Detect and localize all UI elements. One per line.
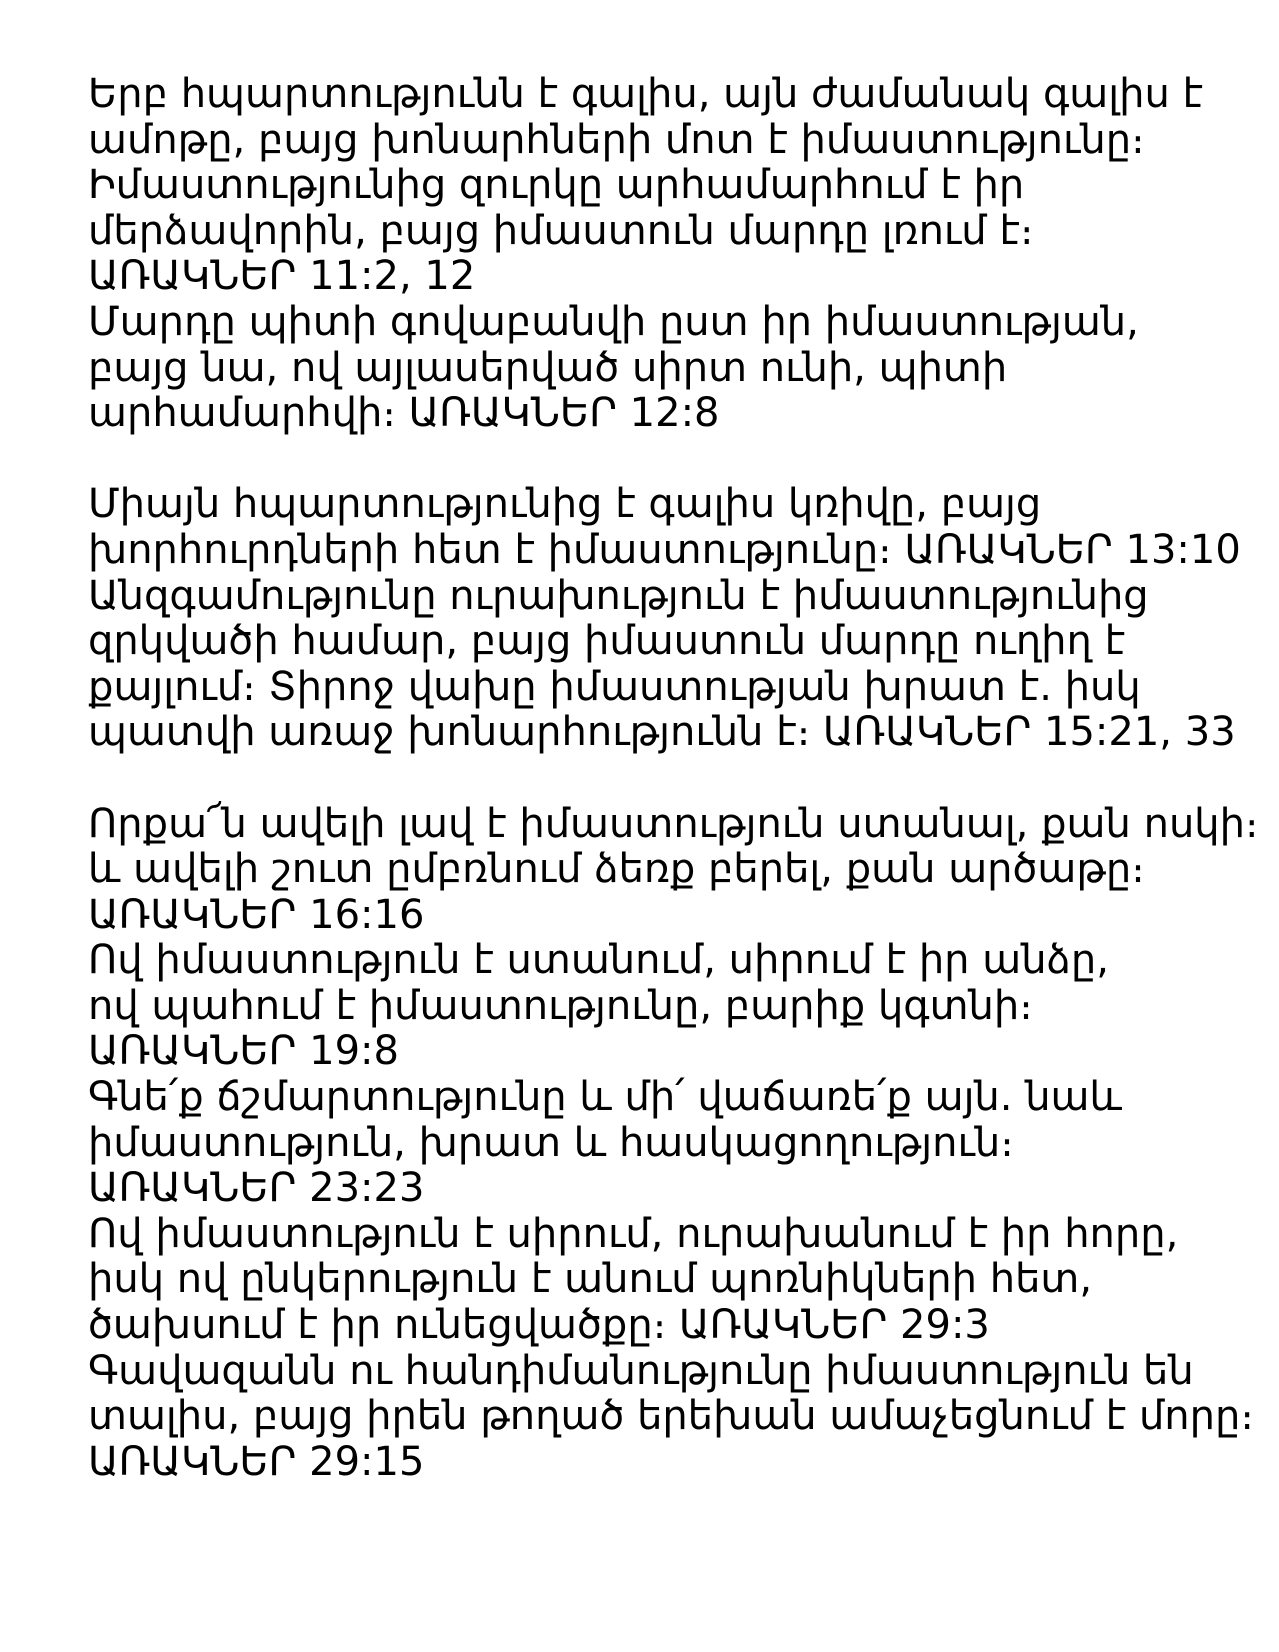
text-line: խորհուրդների հետ է իմաստությունը։ ԱՌԱԿՆԵՐ 13:10 <box>88 526 1241 573</box>
text-line: և ավելի շուտ ըմբռնում ձեռք բերել, քան արծաթը։ <box>88 846 1145 893</box>
text-line: արհամարհվի։ ԱՌԱԿՆԵՐ 12:8 <box>88 390 720 437</box>
text-line: Ով իմաստություն է սիրում, ուրախանում է իր հորը, <box>88 1210 1179 1257</box>
text-line: պատվի առաջ խոնարհությունն է։ ԱՌԱԿՆԵՐ 15:21, 33 <box>88 709 1236 756</box>
paragraph-proverbs-13 <box>88 481 1241 573</box>
verse-reference: ԱՌԱԿՆԵՐ 16:16 <box>88 891 425 938</box>
text-line: Միայն հպարտությունից է գալիս կռիվը, բայց <box>88 481 1042 528</box>
verse-reference: ԱՌԱԿՆԵՐ 11:2, 12 <box>88 253 476 300</box>
paragraph-proverbs-23 <box>88 1075 1238 1212</box>
text-line: Ով իմաստություն է ստանում, սիրում է իր անձը, <box>88 937 1109 984</box>
text-line: Երբ հպարտությունն է գալիս, այն ժամանակ գալիս է <box>88 71 1204 117</box>
text-line: իմաստություն, խրատ և հասկացողություն։ <box>88 1119 1014 1166</box>
text-line: բայց նա, ով այլասերված սիրտ ունի, պիտի <box>88 344 1008 391</box>
text-line: Գավազանն ու հանդիմանությունը իմաստություն են <box>88 1347 1194 1394</box>
verse-reference: ԱՌԱԿՆԵՐ 19:8 <box>88 1028 399 1075</box>
text-line: իսկ ով ընկերություն է անում պոռնիկների հետ, <box>88 1256 1093 1303</box>
paragraph-proverbs-29-3 <box>88 1212 1238 1349</box>
paragraph-proverbs-12 <box>88 300 1238 437</box>
text-line: Իմաստությունից զուրկը արհամարհում է իր <box>88 162 1025 209</box>
paragraph-proverbs-19 <box>88 938 1238 1075</box>
paragraph-proverbs-16 <box>88 800 1259 939</box>
verse-reference: ԱՌԱԿՆԵՐ 23:23 <box>88 1165 425 1212</box>
text-line: Անզգամությունը ուրախություն է իմաստությունից <box>88 572 1149 619</box>
text-line: Մարդը պիտի գովաբանվի ըստ իր իմաստության, <box>88 298 1139 345</box>
text-line: ծախսում է իր ունեցվածքը։ ԱՌԱԿՆԵՐ 29:3 <box>88 1302 990 1349</box>
text-line: տալիս, բայց իրեն թողած երեխան ամաչեցնում է մորը։ <box>88 1393 1254 1440</box>
document-page <box>88 71 1259 1485</box>
text-line: Որքա՜ն ավելի լավ է իմաստություն ստանալ, քան ոսկի։ <box>88 800 1259 847</box>
paragraph-proverbs-11 <box>88 72 1238 300</box>
text-line: մերձավորին, բայց իմաստուն մարդը լռում է։ <box>88 207 1034 254</box>
text-line: ամոթը, բայց խոնարհների մոտ է իմաստությունը։ <box>88 116 1145 163</box>
text-line: ով պահում է իմաստությունը, բարիք կգտնի։ <box>88 982 1033 1029</box>
paragraph-proverbs-29-15 <box>88 1347 1254 1486</box>
text-line: զրկվածի համար, բայց իմաստուն մարդը ուղիղ է <box>88 618 1126 665</box>
text-line: Գնե՛ք ճշմարտությունը և մի՛ վաճառե՛ք այն. նաև <box>88 1074 1122 1121</box>
paragraph-proverbs-15 <box>88 574 1238 756</box>
verse-reference: ԱՌԱԿՆԵՐ 29:15 <box>88 1438 425 1485</box>
text-line: քայլում։ Տիրոջ վախը իմաստության խրատ է. իսկ <box>88 663 1141 710</box>
